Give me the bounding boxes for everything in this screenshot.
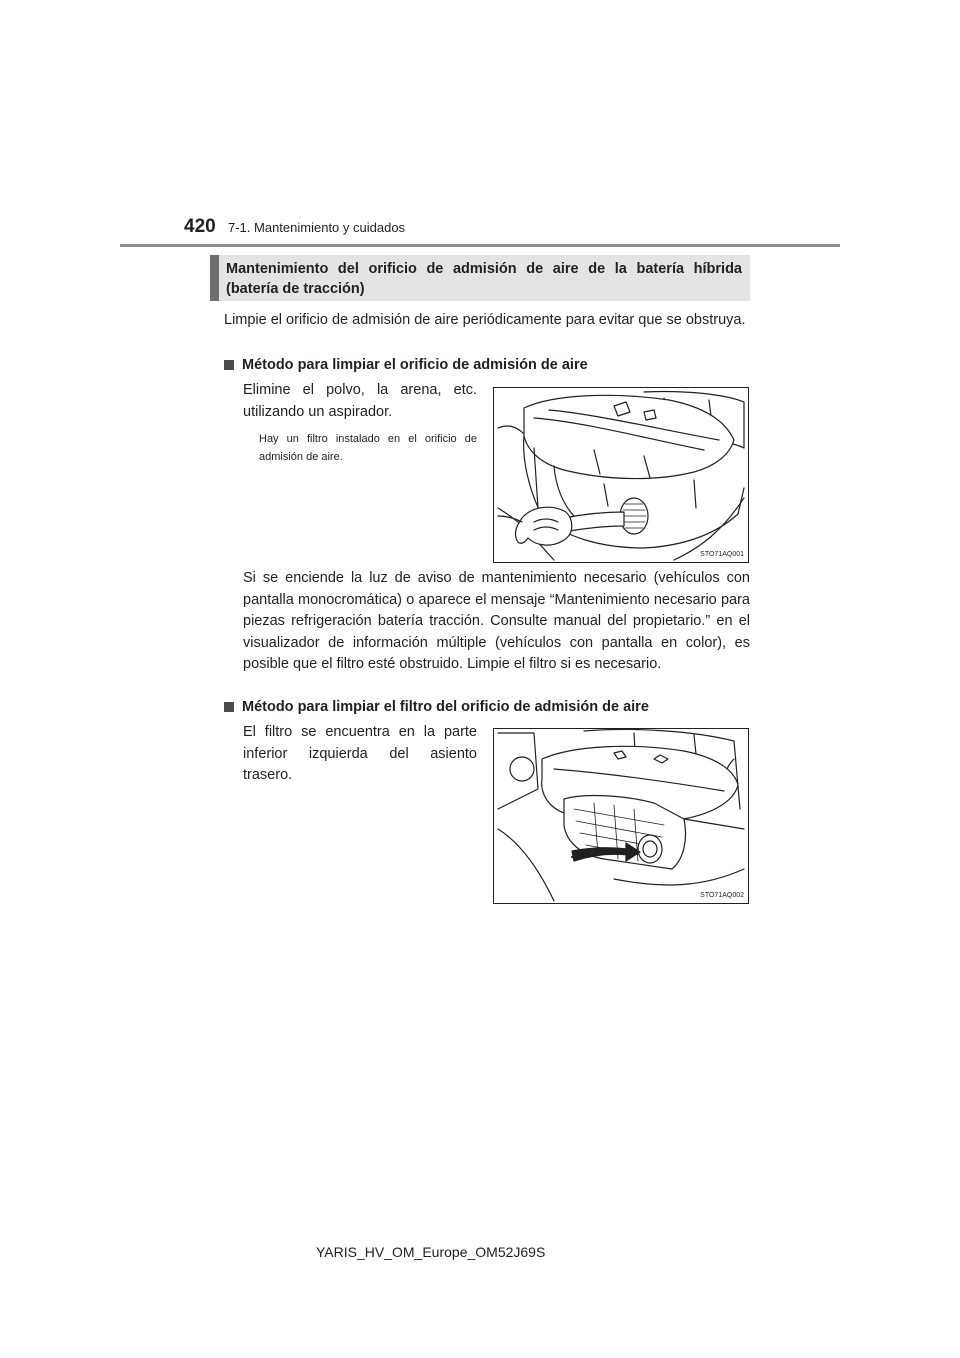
footer-document-id: YARIS_HV_OM_Europe_OM52J69S: [316, 1244, 546, 1260]
method1-paragraph: Elimine el polvo, la arena, etc. utilizando un aspirador.: [243, 382, 477, 420]
square-bullet-icon: [224, 360, 234, 370]
warning-paragraph: Si se enciende la luz de aviso de mantenimiento necesario (vehículos con pantalla monocromática) o aparece el mensaje “Mantenimiento necesario para piezas refrigeración batería tracción. Consulte manual del propietario.” en el visualizador de información múltiple (vehículos con pantalla en color), es posible que el filtro esté obstruido. Limpie el filtro si es necesario.: [243, 570, 750, 672]
square-bullet-icon: [224, 702, 234, 712]
method1-heading-text: Método para limpiar el orificio de admisión de aire: [242, 357, 588, 373]
method2-heading-text: Método para limpiar el filtro del orificio de admisión de aire: [242, 699, 649, 715]
figure-vacuum-intake: [493, 387, 749, 563]
intro-paragraph: Limpie el orificio de admisión de aire periódicamente para evitar que se obstruya.: [224, 312, 746, 328]
section-box: [210, 255, 750, 301]
method1-heading: [224, 355, 588, 375]
section-title: Mantenimiento del orificio de admisión de aire de la batería híbrida (batería de tracción): [226, 261, 742, 297]
running-head: 7-1. Mantenimiento y cuidados: [228, 220, 406, 235]
method2-heading: [224, 697, 649, 717]
filter-location-illustration: [494, 729, 748, 903]
page-number: 420: [184, 216, 216, 237]
figure-filter-location: [493, 728, 749, 904]
header-rule: [120, 244, 840, 247]
seat-vacuum-illustration: [494, 388, 748, 562]
figure-code-2: STO71AQ002: [700, 892, 744, 899]
method2-paragraph: El filtro se encuentra en la parte inferior izquierda del asiento trasero.: [243, 724, 477, 783]
method1-note: Hay un filtro instalado en el orificio de admisión de aire.: [259, 433, 477, 463]
figure-code-1: STO71AQ001: [700, 551, 744, 558]
